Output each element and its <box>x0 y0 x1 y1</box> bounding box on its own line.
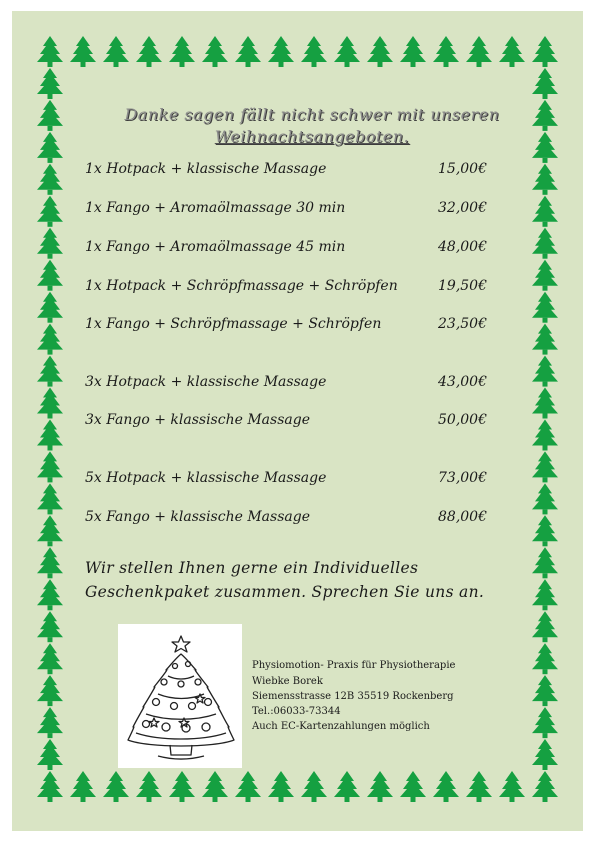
christmas-tree-icon <box>37 324 63 355</box>
offer-description: 3x Hotpack + klassische Massage <box>85 374 327 390</box>
offer-price: 73,00€ <box>438 470 487 486</box>
closing-line-2: Geschenkpaket zusammen. Sprechen Sie uns an. <box>85 583 485 601</box>
christmas-tree-icon <box>235 771 261 802</box>
christmas-tree-icon <box>334 36 360 67</box>
offer-row <box>85 470 515 490</box>
christmas-tree-icon <box>268 771 294 802</box>
offer-price: 32,00€ <box>438 200 487 216</box>
christmas-tree-icon <box>466 36 492 67</box>
christmas-tree-icon <box>37 675 63 706</box>
christmas-tree-icon <box>37 164 63 195</box>
headline-line-2-text: Weihnachtsangeboten. <box>214 127 410 146</box>
headline-line-1: Danke sagen fällt nicht schwer mit unseren <box>124 105 500 124</box>
christmas-tree-icon <box>37 451 63 482</box>
christmas-tree-icon <box>268 36 294 67</box>
christmas-tree-icon <box>37 356 63 387</box>
offer-description: 1x Hotpack + klassische Massage <box>85 161 327 177</box>
christmas-tree-icon <box>301 771 327 802</box>
offer-description: 1x Fango + Aromaölmassage 30 min <box>85 200 346 216</box>
offer-row <box>85 239 515 259</box>
christmas-tree-icon <box>70 771 96 802</box>
offer-row <box>85 316 515 336</box>
offer-description: 5x Hotpack + klassische Massage <box>85 470 327 486</box>
christmas-tree-icon <box>367 771 393 802</box>
christmas-tree-image <box>118 624 242 768</box>
christmas-tree-icon <box>532 579 558 610</box>
christmas-tree-icon <box>532 515 558 546</box>
christmas-tree-icon <box>37 547 63 578</box>
christmas-tree-icon <box>532 420 558 451</box>
christmas-tree-icon <box>532 451 558 482</box>
christmas-tree-icon <box>433 771 459 802</box>
christmas-tree-icon <box>37 707 63 738</box>
christmas-tree-icon <box>532 483 558 514</box>
christmas-tree-icon <box>532 36 558 67</box>
christmas-tree-icon <box>37 388 63 419</box>
christmas-tree-icon <box>37 68 63 99</box>
offer-price: 88,00€ <box>438 509 487 525</box>
christmas-tree-icon <box>367 36 393 67</box>
christmas-tree-icon <box>532 771 558 802</box>
offer-price: 15,00€ <box>438 161 487 177</box>
closing-line-1: Wir stellen Ihnen gerne ein Individuelles <box>85 559 419 577</box>
contact-phone: Tel.:06033-73344 <box>252 706 341 717</box>
offer-description: 1x Hotpack + Schröpfmassage + Schröpfen <box>85 278 398 294</box>
contact-name: Wiebke Borek <box>252 676 323 687</box>
christmas-tree-icon <box>532 675 558 706</box>
headline-line-2 <box>52 127 572 146</box>
christmas-tree-icon <box>532 356 558 387</box>
christmas-tree-icon <box>532 196 558 227</box>
christmas-tree-icon <box>532 611 558 642</box>
offer-price: 19,50€ <box>438 278 487 294</box>
christmas-tree-icon <box>235 36 261 67</box>
offer-price: 23,50€ <box>438 316 487 332</box>
christmas-tree-icon <box>37 292 63 323</box>
christmas-tree-icon <box>532 324 558 355</box>
offer-description: 1x Fango + Aromaölmassage 45 min <box>85 239 346 255</box>
christmas-tree-icon <box>466 771 492 802</box>
christmas-tree-icon <box>169 771 195 802</box>
offer-row <box>85 509 515 529</box>
christmas-tree-icon <box>202 36 228 67</box>
offer-row <box>85 412 515 432</box>
christmas-tree-icon <box>37 643 63 674</box>
offer-row <box>85 374 515 394</box>
christmas-tree-icon <box>532 643 558 674</box>
christmas-tree-icon <box>37 228 63 259</box>
christmas-tree-icon <box>499 36 525 67</box>
christmas-tree-icon <box>103 36 129 67</box>
christmas-tree-icon <box>433 36 459 67</box>
offer-row <box>85 161 515 181</box>
christmas-tree-icon <box>301 36 327 67</box>
christmas-tree-icon <box>532 68 558 99</box>
christmas-tree-icon <box>136 36 162 67</box>
offer-row <box>85 278 515 298</box>
flyer-page <box>12 11 583 831</box>
christmas-tree-icon <box>532 739 558 770</box>
christmas-tree-icon <box>37 579 63 610</box>
christmas-tree-icon <box>202 771 228 802</box>
offer-price: 43,00€ <box>438 374 487 390</box>
christmas-tree-icon <box>37 771 63 802</box>
christmas-tree-icon <box>532 292 558 323</box>
christmas-tree-icon <box>499 771 525 802</box>
christmas-tree-icon <box>400 36 426 67</box>
offer-description: 3x Fango + klassische Massage <box>85 412 310 428</box>
christmas-tree-icon <box>169 36 195 67</box>
contact-payment-note: Auch EC-Kartenzahlungen möglich <box>252 721 430 732</box>
christmas-tree-icon <box>103 771 129 802</box>
christmas-tree-icon <box>334 771 360 802</box>
contact-practice: Physiomotion- Praxis für Physiotherapie <box>252 660 456 671</box>
christmas-tree-icon <box>532 547 558 578</box>
christmas-tree-icon <box>400 771 426 802</box>
decorated-christmas-tree-icon <box>118 624 242 768</box>
offer-price: 48,00€ <box>438 239 487 255</box>
christmas-tree-icon <box>70 36 96 67</box>
offer-price: 50,00€ <box>438 412 487 428</box>
christmas-tree-icon <box>37 611 63 642</box>
christmas-tree-icon <box>37 515 63 546</box>
christmas-tree-icon <box>37 196 63 227</box>
christmas-tree-icon <box>136 771 162 802</box>
contact-address: Siemensstrasse 12B 35519 Rockenberg <box>252 691 454 702</box>
offer-description: 1x Fango + Schröpfmassage + Schröpfen <box>85 316 382 332</box>
christmas-tree-icon <box>532 164 558 195</box>
christmas-tree-icon <box>37 483 63 514</box>
christmas-tree-icon <box>37 420 63 451</box>
christmas-tree-icon <box>532 260 558 291</box>
christmas-tree-icon <box>532 388 558 419</box>
offer-row <box>85 200 515 220</box>
christmas-tree-icon <box>37 739 63 770</box>
christmas-tree-icon <box>37 36 63 67</box>
christmas-tree-icon <box>37 260 63 291</box>
christmas-tree-icon <box>532 707 558 738</box>
offer-description: 5x Fango + klassische Massage <box>85 509 310 525</box>
christmas-tree-icon <box>532 228 558 259</box>
